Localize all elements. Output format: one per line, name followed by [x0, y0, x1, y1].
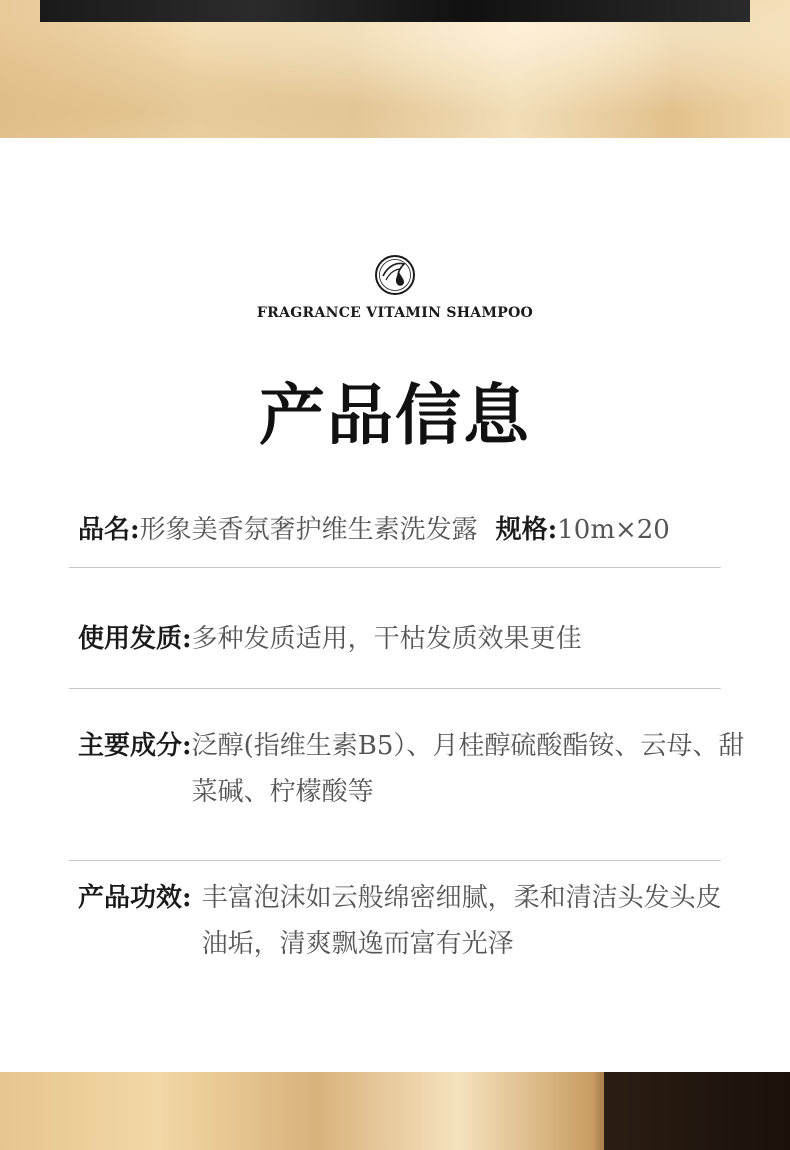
effect-value: 丰富泡沫如云般绵密细腻，柔和清洁头发头皮油垢，清爽飘逸而富有光泽: [201, 883, 722, 959]
spec-value: 10m×20: [557, 515, 670, 545]
ingredients-value: 泛醇(指维生素B5）、月桂醇硫酸酯铵、云母、甜菜碱、柠檬酸等: [191, 731, 745, 807]
divider: [69, 688, 721, 689]
ingredients-row: [78, 723, 758, 815]
effect-row: [78, 875, 728, 967]
bottom-dark-panel: [604, 1072, 790, 1150]
ingredients-label: 主要成分:: [78, 731, 192, 761]
hair-type-value: 多种发质适用，干枯发质效果更佳: [191, 624, 582, 654]
brand-tagline: FRAGRANCE VITAMIN SHAMPOO: [256, 305, 534, 321]
top-dark-strip: [40, 0, 750, 22]
shampoo-drop-logo-icon: [374, 254, 416, 296]
divider: [69, 567, 721, 568]
hair-type-label: 使用发质:: [78, 624, 192, 654]
product-name-label: 品名:: [78, 515, 140, 545]
product-name-row: [78, 507, 670, 553]
product-name-value: 形象美香氛奢护维生素洗发露: [139, 515, 478, 545]
page-title: 产品信息: [259, 376, 531, 454]
hair-type-row: [78, 616, 582, 662]
spec-label: 规格:: [495, 515, 558, 545]
divider: [69, 860, 721, 861]
effect-label: 产品功效:: [78, 883, 192, 913]
